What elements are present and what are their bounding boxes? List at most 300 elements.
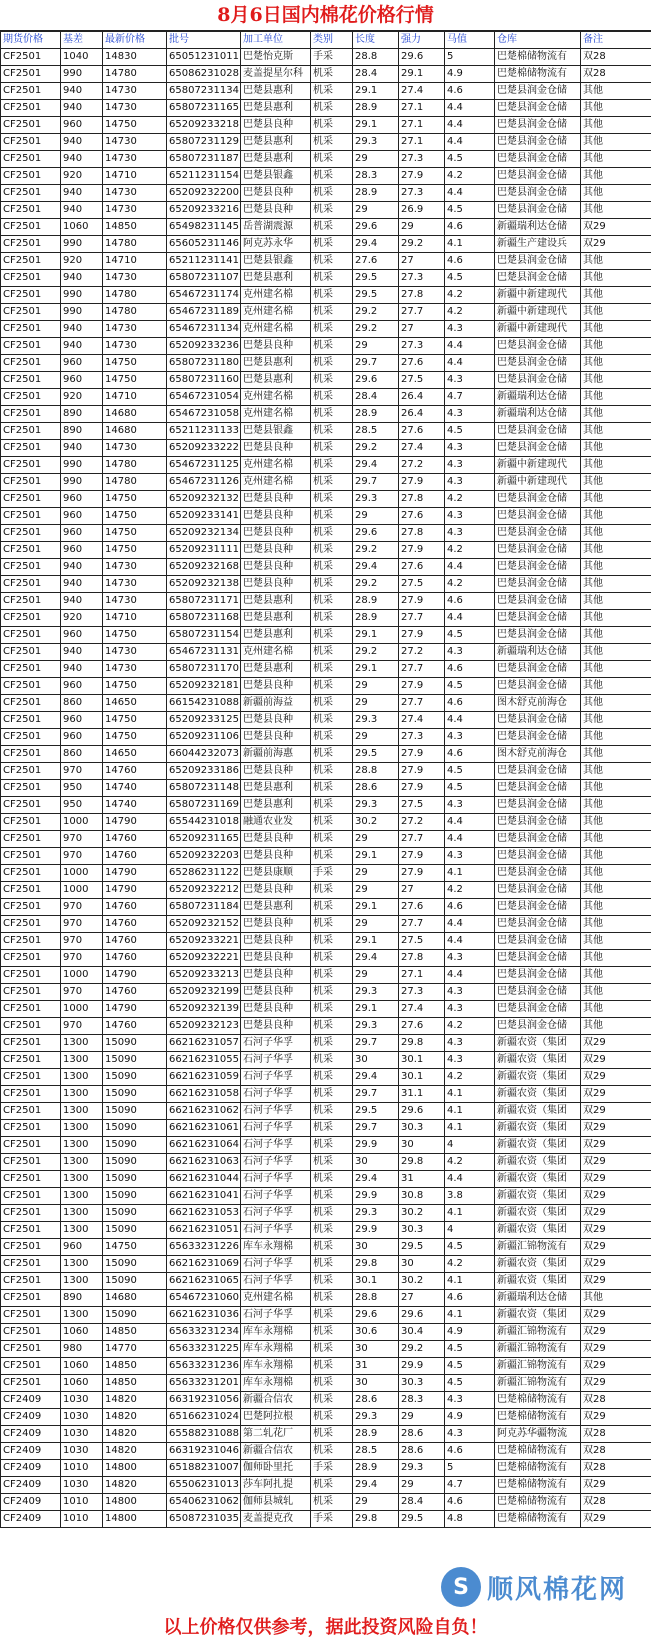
table-cell: CF2501 [1,1290,61,1307]
table-cell: 31 [399,1171,445,1188]
table-cell: 其他 [581,474,651,491]
table-cell: 机采 [311,270,353,287]
table-cell: 14730 [103,338,167,355]
table-cell: 29.8 [353,1256,399,1273]
table-cell: 940 [61,185,103,202]
table-cell: 双29 [581,236,651,253]
table-cell: 机采 [311,610,353,627]
table-cell: 29 [353,865,399,882]
table-cell: 双29 [581,219,651,236]
watermark-logo-icon: S [441,1567,481,1607]
table-row [1,1188,651,1205]
table-cell: 巴楚县润金仓储 [495,661,581,678]
table-cell: 65051231011 [167,49,241,66]
table-cell: 伽师卧里托 [241,1460,311,1477]
table-cell: 14820 [103,1409,167,1426]
table-cell: 其他 [581,882,651,899]
table-cell: 其他 [581,1018,651,1035]
table-cell: 29.5 [353,287,399,304]
table-cell: 机采 [311,797,353,814]
table-cell: 石河子华孚 [241,1188,311,1205]
table-cell: 双29 [581,1205,651,1222]
table-cell: 1010 [61,1460,103,1477]
table-cell: 巴楚县润金仓储 [495,338,581,355]
table-cell: 27.9 [399,780,445,797]
table-cell: 4.3 [445,848,495,865]
table-cell: 65209231106 [167,729,241,746]
table-cell: 双29 [581,1035,651,1052]
table-cell: 30 [353,1239,399,1256]
table-cell: 4 [445,1222,495,1239]
table-cell: 27.3 [399,151,445,168]
table-cell: 15090 [103,1273,167,1290]
table-cell: 4.3 [445,1052,495,1069]
table-cell: 机采 [311,1375,353,1392]
table-cell: 14780 [103,474,167,491]
table-cell: 27.8 [399,525,445,542]
table-cell: 机采 [311,1052,353,1069]
table-cell: 1010 [61,1511,103,1528]
table-row [1,185,651,202]
watermark [441,1565,641,1609]
table-cell: 30 [353,1375,399,1392]
table-cell: 29.9 [399,1358,445,1375]
table-cell: 巴楚县良种 [241,576,311,593]
table-cell: 机采 [311,1443,353,1460]
table-cell: 29 [353,967,399,984]
table-cell: CF2501 [1,984,61,1001]
table-cell: 30.8 [399,1188,445,1205]
table-cell: 新疆合信农 [241,1392,311,1409]
table-cell: 65209232203 [167,848,241,865]
table-cell: 巴楚县润金仓储 [495,1018,581,1035]
table-cell: 4.2 [445,882,495,899]
table-cell: CF2501 [1,185,61,202]
table-cell: 机采 [311,1137,353,1154]
table-cell: 28.4 [353,66,399,83]
table-cell: 巴楚县良种 [241,185,311,202]
table-cell: 石河子华孚 [241,1154,311,1171]
table-cell: 4.3 [445,440,495,457]
table-cell: 960 [61,729,103,746]
table-cell: 65633231234 [167,1324,241,1341]
table-row [1,1069,651,1086]
table-cell: 14730 [103,593,167,610]
table-cell: 4.1 [445,236,495,253]
table-cell: 机采 [311,406,353,423]
table-cell: 巴楚县润金仓储 [495,576,581,593]
table-cell: CF2501 [1,219,61,236]
header-cell: 马值 [445,32,495,49]
table-row [1,202,651,219]
table-cell: 巴楚阿拉根 [241,1409,311,1426]
table-cell: 其他 [581,372,651,389]
table-cell: 26.4 [399,406,445,423]
table-cell: 巴楚怡克斯 [241,49,311,66]
table-cell: 65211231154 [167,168,241,185]
table-cell: 65807231129 [167,134,241,151]
table-cell: 65209232138 [167,576,241,593]
table-cell: 970 [61,899,103,916]
table-cell: CF2501 [1,542,61,559]
table-cell: 石河子华孚 [241,1069,311,1086]
table-cell: 新疆农资（集团 [495,1154,581,1171]
table-cell: CF2501 [1,1052,61,1069]
table-row [1,695,651,712]
table-cell: 巴楚县惠利 [241,610,311,627]
table-row [1,423,651,440]
page-title: 8月6日国内棉花价格行情 [0,0,651,31]
table-cell: 14790 [103,1001,167,1018]
table-cell: 14750 [103,729,167,746]
table-cell: 28.8 [353,49,399,66]
table-cell: 1300 [61,1307,103,1324]
table-cell: 990 [61,304,103,321]
table-cell: 其他 [581,967,651,984]
table-cell: CF2501 [1,1188,61,1205]
table-cell: 机采 [311,984,353,1001]
table-cell: 970 [61,950,103,967]
table-cell: 机采 [311,423,353,440]
table-cell: 27.7 [399,916,445,933]
table-cell: 新疆瑞利达仓储 [495,1290,581,1307]
table-cell: 克州建名棉 [241,406,311,423]
table-cell: 4.9 [445,66,495,83]
table-row [1,287,651,304]
table-cell: 66216231055 [167,1052,241,1069]
table-cell: 66216231062 [167,1103,241,1120]
table-cell: 4.3 [445,525,495,542]
table-cell: 其他 [581,321,651,338]
table-cell: 29.3 [353,134,399,151]
table-cell: 980 [61,1341,103,1358]
table-cell: 巴楚县良种 [241,202,311,219]
table-cell: 1300 [61,1256,103,1273]
table-cell: 4.1 [445,1307,495,1324]
table-cell: 990 [61,457,103,474]
table-cell: 27.3 [399,270,445,287]
table-cell: 新疆瑞利达仓储 [495,406,581,423]
table-cell: CF2501 [1,1171,61,1188]
table-cell: 1300 [61,1120,103,1137]
table-cell: 新疆汇锦物流有 [495,1375,581,1392]
table-cell: 巴楚县良种 [241,338,311,355]
table-cell: 30.2 [399,1205,445,1222]
table-cell: 14820 [103,1392,167,1409]
table-cell: 4.3 [445,406,495,423]
table-cell: 30.4 [399,1324,445,1341]
table-cell: 29.2 [399,236,445,253]
table-row [1,712,651,729]
table-cell: 机采 [311,1324,353,1341]
table-cell: 14850 [103,1324,167,1341]
table-cell: 29.2 [353,440,399,457]
table-cell: 29.9 [353,1222,399,1239]
table-cell: 库车永翔棉 [241,1239,311,1256]
table-cell: 其他 [581,797,651,814]
table-cell: 其他 [581,746,651,763]
table-cell: 29.4 [353,1069,399,1086]
table-cell: 巴楚县良种 [241,848,311,865]
table-cell: 14730 [103,644,167,661]
table-row [1,1120,651,1137]
table-cell: 26.4 [399,389,445,406]
table-cell: 1010 [61,1494,103,1511]
table-cell: 65209232132 [167,491,241,508]
table-cell: 65209232199 [167,984,241,1001]
table-cell: 其他 [581,457,651,474]
table-cell: 27.7 [399,304,445,321]
table-cell: 其他 [581,423,651,440]
table-cell: 4.3 [445,984,495,1001]
table-row [1,1256,651,1273]
table-cell: 新疆汇锦物流有 [495,1324,581,1341]
table-cell: 29.4 [353,559,399,576]
table-cell: 新疆汇锦物流有 [495,1239,581,1256]
table-cell: 14730 [103,151,167,168]
table-cell: 机采 [311,627,353,644]
table-cell: 29.6 [399,1103,445,1120]
table-cell: 阿克苏华疆物流 [495,1426,581,1443]
table-cell: 机采 [311,916,353,933]
table-cell: CF2501 [1,270,61,287]
table-cell: 新疆汇锦物流有 [495,1358,581,1375]
table-cell: 3.8 [445,1188,495,1205]
table-cell: 双29 [581,1069,651,1086]
table-cell: 4.5 [445,678,495,695]
table-cell: 4.4 [445,712,495,729]
table-cell: CF2501 [1,321,61,338]
table-cell: 4.3 [445,508,495,525]
table-cell: 14730 [103,661,167,678]
table-cell: 巴楚县良种 [241,1001,311,1018]
table-cell: 双29 [581,1120,651,1137]
table-cell: 巴楚县润金仓储 [495,967,581,984]
table-cell: 4.5 [445,627,495,644]
table-cell: 860 [61,746,103,763]
table-cell: 65544231018 [167,814,241,831]
table-cell: 27.5 [399,933,445,950]
table-cell: 65087231035 [167,1511,241,1528]
table-cell: 机采 [311,355,353,372]
table-cell: 机采 [311,304,353,321]
table-cell: CF2501 [1,576,61,593]
table-cell: CF2501 [1,49,61,66]
table-cell: 巴楚棉储物流有 [495,49,581,66]
table-cell: 30.2 [399,1273,445,1290]
table-cell: 5 [445,49,495,66]
table-cell: 65807231107 [167,270,241,287]
table-cell: 65467231189 [167,304,241,321]
table-cell: 巴楚县润金仓储 [495,83,581,100]
header-cell: 类别 [311,32,353,49]
table-cell: 巴楚县良种 [241,508,311,525]
table-cell: 28.6 [353,780,399,797]
table-cell: 66216231051 [167,1222,241,1239]
table-cell: 巴楚县润金仓储 [495,627,581,644]
table-cell: 巴楚县康顺 [241,865,311,882]
table-cell: 4.5 [445,270,495,287]
table-cell: 65209233222 [167,440,241,457]
table-cell: 伽师县城轧 [241,1494,311,1511]
table-cell: 新疆中新建现代 [495,287,581,304]
table-cell: 机采 [311,474,353,491]
table-cell: 巴楚县润金仓储 [495,440,581,457]
table-cell: 28.6 [353,1392,399,1409]
table-cell: 15090 [103,1205,167,1222]
table-cell: 14730 [103,576,167,593]
table-cell: 岳普湖震源 [241,219,311,236]
table-cell: 巴楚县良种 [241,117,311,134]
table-cell: 29 [353,1494,399,1511]
table-cell: 970 [61,763,103,780]
table-row [1,1035,651,1052]
table-cell: CF2501 [1,372,61,389]
table-cell: 4.5 [445,1375,495,1392]
table-cell: CF2501 [1,202,61,219]
table-cell: 新疆农资（集团 [495,1069,581,1086]
table-cell: 14790 [103,967,167,984]
table-cell: 巴楚县惠利 [241,780,311,797]
table-cell: 双28 [581,66,651,83]
table-cell: 机采 [311,185,353,202]
table-row [1,865,651,882]
table-row [1,593,651,610]
table-row [1,1239,651,1256]
table-cell: 4.3 [445,729,495,746]
table-cell: 机采 [311,678,353,695]
table-cell: 30 [353,1341,399,1358]
table-cell: CF2501 [1,1001,61,1018]
table-cell: 克州建名棉 [241,474,311,491]
table-row [1,440,651,457]
table-cell: 940 [61,644,103,661]
table-cell: 1030 [61,1392,103,1409]
table-cell: 29.6 [353,525,399,542]
table-cell: 29.6 [399,49,445,66]
table-cell: 双29 [581,1409,651,1426]
table-cell: 双29 [581,1171,651,1188]
table-cell: 巴楚县良种 [241,542,311,559]
table-cell: 其他 [581,916,651,933]
table-cell: 4.1 [445,1086,495,1103]
table-cell: 4.9 [445,1324,495,1341]
table-cell: 29.8 [353,1511,399,1528]
table-cell: 4.4 [445,916,495,933]
table-cell: 27.8 [399,491,445,508]
table-cell: 27.7 [399,831,445,848]
table-cell: 940 [61,593,103,610]
table-cell: 其他 [581,253,651,270]
table-cell: 4.5 [445,1341,495,1358]
table-cell: 巴楚县润金仓储 [495,729,581,746]
table-cell: 29 [353,338,399,355]
table-cell: 27.8 [399,287,445,304]
table-cell: 27.1 [399,100,445,117]
table-cell: 960 [61,355,103,372]
table-cell: 65807231154 [167,627,241,644]
table-cell: 4.2 [445,1256,495,1273]
table-row [1,1460,651,1477]
table-cell: 29.8 [399,1154,445,1171]
table-cell: 1030 [61,1477,103,1494]
table-cell: 巴楚县惠利 [241,593,311,610]
table-cell: 30 [399,1137,445,1154]
table-cell: 4.7 [445,389,495,406]
table-cell: CF2409 [1,1511,61,1528]
table-cell: 65209232134 [167,525,241,542]
table-cell: 65209232200 [167,185,241,202]
table-cell: 4.6 [445,593,495,610]
table-cell: 双29 [581,1375,651,1392]
table-cell: 29.5 [353,1103,399,1120]
table-row [1,389,651,406]
table-cell: 30.6 [353,1324,399,1341]
table-cell: 26.9 [399,202,445,219]
table-row [1,1171,651,1188]
table-cell: 巴楚县良种 [241,916,311,933]
table-cell: 石河子华孚 [241,1171,311,1188]
table-cell: CF2409 [1,1392,61,1409]
table-cell: 巴楚县润金仓储 [495,678,581,695]
table-cell: 新疆前海惠 [241,746,311,763]
table-cell: 27.7 [399,695,445,712]
table-cell: 新疆农资（集团 [495,1188,581,1205]
table-cell: 29.1 [353,117,399,134]
table-cell: 970 [61,984,103,1001]
table-cell: 14760 [103,1018,167,1035]
table-cell: 960 [61,678,103,695]
table-cell: 机采 [311,1256,353,1273]
table-cell: 机采 [311,831,353,848]
table-cell: 巴楚县良种 [241,559,311,576]
table-cell: 1000 [61,882,103,899]
table-cell: 其他 [581,848,651,865]
table-cell: 4.1 [445,1273,495,1290]
table-cell: 巴楚县良种 [241,950,311,967]
table-cell: 27.9 [399,474,445,491]
table-cell: 巴楚县良种 [241,882,311,899]
table-cell: CF2409 [1,1426,61,1443]
table-cell: 14800 [103,1460,167,1477]
table-cell: 巴楚县润金仓储 [495,559,581,576]
table-row [1,355,651,372]
table-cell: 29.8 [399,1035,445,1052]
table-cell: 巴楚县润金仓储 [495,253,581,270]
table-cell: 4.4 [445,338,495,355]
table-cell: 29.2 [399,1341,445,1358]
table-cell: 14760 [103,933,167,950]
table-cell: 990 [61,287,103,304]
table-cell: 库车永翔棉 [241,1375,311,1392]
table-cell: 巴楚县良种 [241,1018,311,1035]
table-cell: 新疆农资（集团 [495,1273,581,1290]
table-cell: 其他 [581,627,651,644]
table-row [1,1222,651,1239]
table-cell: 其他 [581,202,651,219]
table-cell: 65467231126 [167,474,241,491]
table-cell: 巴楚县润金仓储 [495,491,581,508]
table-cell: 29.6 [353,1307,399,1324]
table-row [1,1511,651,1528]
header-cell: 加工单位 [241,32,311,49]
table-cell: 65086231028 [167,66,241,83]
table-row [1,236,651,253]
table-cell: 29.7 [353,1086,399,1103]
table-cell: 29.5 [353,746,399,763]
table-cell: 27.7 [399,610,445,627]
table-row [1,1001,651,1018]
